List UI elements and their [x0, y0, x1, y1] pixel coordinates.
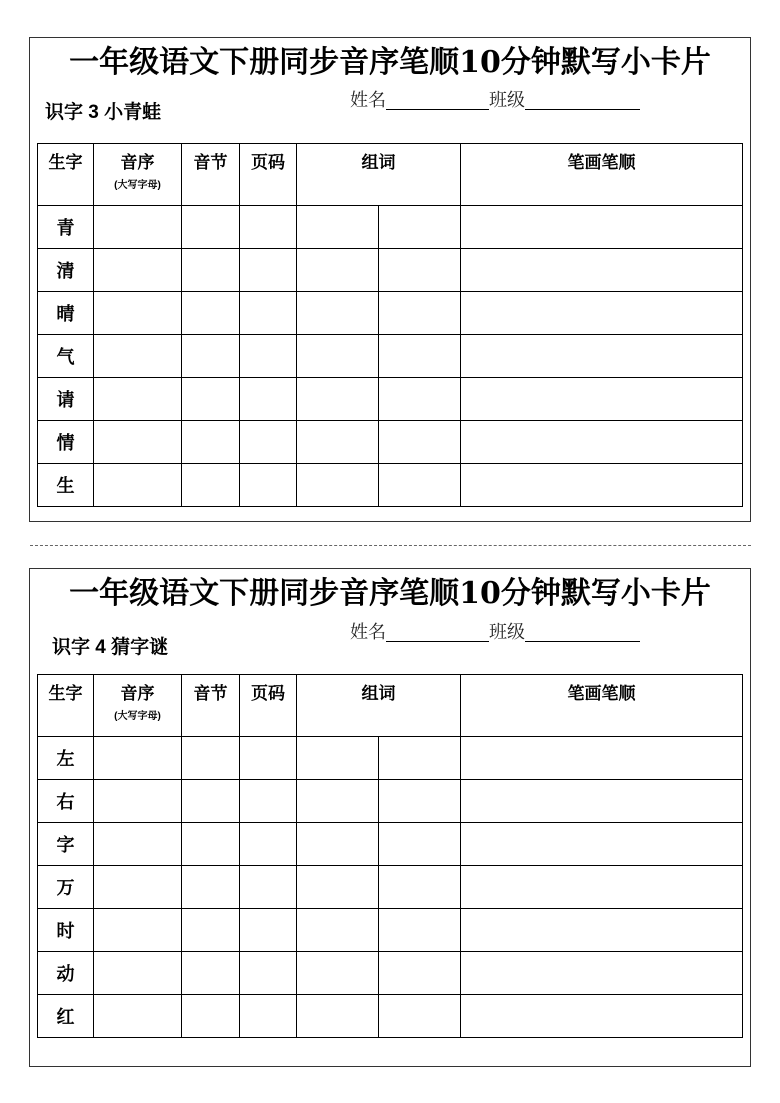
- table-row: [38, 995, 743, 1038]
- word-blank-cell-2: [379, 737, 461, 780]
- lesson-title: 识字 3 小青蛙: [45, 102, 162, 123]
- word-blank-cell-1: [297, 952, 379, 995]
- word-blank-cell-2: [379, 780, 461, 823]
- stroke-blank-cell: [461, 866, 743, 909]
- header-words: 组词: [297, 144, 461, 206]
- name-blank: [386, 93, 489, 110]
- character-cell: 万: [38, 866, 94, 909]
- table-row: [38, 780, 743, 823]
- yinjie-blank-cell: [182, 421, 240, 464]
- page-blank-cell: [240, 249, 297, 292]
- page-blank-cell: [240, 823, 297, 866]
- word-blank-cell-2: [379, 378, 461, 421]
- stroke-blank-cell: [461, 780, 743, 823]
- word-blank-cell-2: [379, 995, 461, 1038]
- page-blank-cell: [240, 335, 297, 378]
- name-class-line: [350, 90, 640, 112]
- yinxu-blank-cell: [94, 952, 182, 995]
- stroke-blank-cell: [461, 249, 743, 292]
- character-cell: 请: [38, 378, 94, 421]
- word-blank-cell-1: [297, 909, 379, 952]
- dictation-table: [37, 674, 743, 1038]
- stroke-blank-cell: [461, 909, 743, 952]
- stroke-blank-cell: [461, 952, 743, 995]
- yinxu-blank-cell: [94, 780, 182, 823]
- table-row: [38, 292, 743, 335]
- header-yinxu-label: 音序: [120, 684, 155, 703]
- table-row: [38, 952, 743, 995]
- name-blank: [386, 625, 489, 642]
- character-cell: 晴: [38, 292, 94, 335]
- word-blank-cell-1: [297, 421, 379, 464]
- table-row: [38, 909, 743, 952]
- stroke-blank-cell: [461, 335, 743, 378]
- word-blank-cell-2: [379, 909, 461, 952]
- table-row: [38, 206, 743, 249]
- page-blank-cell: [240, 421, 297, 464]
- character-cell: 气: [38, 335, 94, 378]
- header-yinxu-note: (大写字母): [114, 711, 161, 722]
- page-blank-cell: [240, 780, 297, 823]
- page-blank-cell: [240, 206, 297, 249]
- cut-line: [30, 545, 751, 546]
- class-blank: [525, 625, 640, 642]
- page-blank-cell: [240, 464, 297, 507]
- table-header-row: [38, 144, 743, 206]
- word-blank-cell-2: [379, 335, 461, 378]
- yinxu-blank-cell: [94, 249, 182, 292]
- class-label: 班级: [489, 90, 525, 111]
- header-char: 生字: [38, 144, 94, 206]
- yinjie-blank-cell: [182, 249, 240, 292]
- word-blank-cell-1: [297, 737, 379, 780]
- yinxu-blank-cell: [94, 823, 182, 866]
- header-strokes: 笔画笔顺: [461, 675, 743, 737]
- word-blank-cell-1: [297, 292, 379, 335]
- yinjie-blank-cell: [182, 909, 240, 952]
- word-blank-cell-2: [379, 464, 461, 507]
- header-yinxu: [94, 675, 182, 737]
- yinxu-blank-cell: [94, 206, 182, 249]
- word-blank-cell-1: [297, 335, 379, 378]
- page-blank-cell: [240, 378, 297, 421]
- class-label: 班级: [489, 622, 525, 643]
- yinjie-blank-cell: [182, 206, 240, 249]
- word-blank-cell-2: [379, 206, 461, 249]
- table-row: [38, 421, 743, 464]
- table-row: [38, 464, 743, 507]
- table-header-row: [38, 675, 743, 737]
- word-blank-cell-2: [379, 249, 461, 292]
- word-blank-cell-1: [297, 378, 379, 421]
- yinjie-blank-cell: [182, 464, 240, 507]
- character-cell: 右: [38, 780, 94, 823]
- word-blank-cell-2: [379, 292, 461, 335]
- character-cell: 时: [38, 909, 94, 952]
- yinjie-blank-cell: [182, 866, 240, 909]
- yinjie-blank-cell: [182, 995, 240, 1038]
- table-row: [38, 823, 743, 866]
- stroke-blank-cell: [461, 995, 743, 1038]
- yinxu-blank-cell: [94, 464, 182, 507]
- header-page: 页码: [240, 144, 297, 206]
- character-cell: 红: [38, 995, 94, 1038]
- header-strokes: 笔画笔顺: [461, 144, 743, 206]
- lesson-title: 识字 4 猜字谜: [52, 637, 169, 658]
- header-page: 页码: [240, 675, 297, 737]
- yinjie-blank-cell: [182, 952, 240, 995]
- yinjie-blank-cell: [182, 335, 240, 378]
- word-blank-cell-1: [297, 823, 379, 866]
- yinxu-blank-cell: [94, 737, 182, 780]
- yinjie-blank-cell: [182, 292, 240, 335]
- header-yinjie: 音节: [182, 675, 240, 737]
- class-blank: [525, 93, 640, 110]
- word-blank-cell-2: [379, 952, 461, 995]
- yinxu-blank-cell: [94, 909, 182, 952]
- stroke-blank-cell: [461, 292, 743, 335]
- yinxu-blank-cell: [94, 866, 182, 909]
- character-cell: 清: [38, 249, 94, 292]
- page-blank-cell: [240, 952, 297, 995]
- dictation-card: [29, 568, 751, 1067]
- word-blank-cell-1: [297, 249, 379, 292]
- card-title: 一年级语文下册同步音序笔顺10分钟默写小卡片: [69, 45, 711, 80]
- stroke-blank-cell: [461, 737, 743, 780]
- header-words: 组词: [297, 675, 461, 737]
- table-row: [38, 335, 743, 378]
- name-class-line: [350, 622, 640, 644]
- stroke-blank-cell: [461, 823, 743, 866]
- stroke-blank-cell: [461, 421, 743, 464]
- dictation-table: [37, 143, 743, 507]
- header-yinxu: [94, 144, 182, 206]
- word-blank-cell-2: [379, 823, 461, 866]
- stroke-blank-cell: [461, 464, 743, 507]
- dictation-card: [29, 37, 751, 522]
- yinjie-blank-cell: [182, 780, 240, 823]
- stroke-blank-cell: [461, 206, 743, 249]
- table-row: [38, 737, 743, 780]
- word-blank-cell-2: [379, 866, 461, 909]
- header-yinxu-label: 音序: [120, 153, 155, 172]
- word-blank-cell-1: [297, 464, 379, 507]
- word-blank-cell-2: [379, 421, 461, 464]
- header-char: 生字: [38, 675, 94, 737]
- header-yinjie: 音节: [182, 144, 240, 206]
- yinjie-blank-cell: [182, 737, 240, 780]
- character-cell: 左: [38, 737, 94, 780]
- word-blank-cell-1: [297, 995, 379, 1038]
- word-blank-cell-1: [297, 206, 379, 249]
- table-row: [38, 378, 743, 421]
- table-row: [38, 249, 743, 292]
- yinxu-blank-cell: [94, 378, 182, 421]
- word-blank-cell-1: [297, 866, 379, 909]
- header-yinxu-note: (大写字母): [114, 180, 161, 191]
- page-blank-cell: [240, 995, 297, 1038]
- page-blank-cell: [240, 866, 297, 909]
- yinxu-blank-cell: [94, 995, 182, 1038]
- character-cell: 情: [38, 421, 94, 464]
- page-blank-cell: [240, 909, 297, 952]
- card-title: 一年级语文下册同步音序笔顺10分钟默写小卡片: [69, 576, 711, 611]
- table-row: [38, 866, 743, 909]
- yinjie-blank-cell: [182, 378, 240, 421]
- character-cell: 生: [38, 464, 94, 507]
- name-label: 姓名: [350, 90, 386, 111]
- word-blank-cell-1: [297, 780, 379, 823]
- page-blank-cell: [240, 292, 297, 335]
- character-cell: 动: [38, 952, 94, 995]
- stroke-blank-cell: [461, 378, 743, 421]
- character-cell: 青: [38, 206, 94, 249]
- page-blank-cell: [240, 737, 297, 780]
- yinxu-blank-cell: [94, 292, 182, 335]
- yinxu-blank-cell: [94, 421, 182, 464]
- yinxu-blank-cell: [94, 335, 182, 378]
- character-cell: 字: [38, 823, 94, 866]
- yinjie-blank-cell: [182, 823, 240, 866]
- name-label: 姓名: [350, 622, 386, 643]
